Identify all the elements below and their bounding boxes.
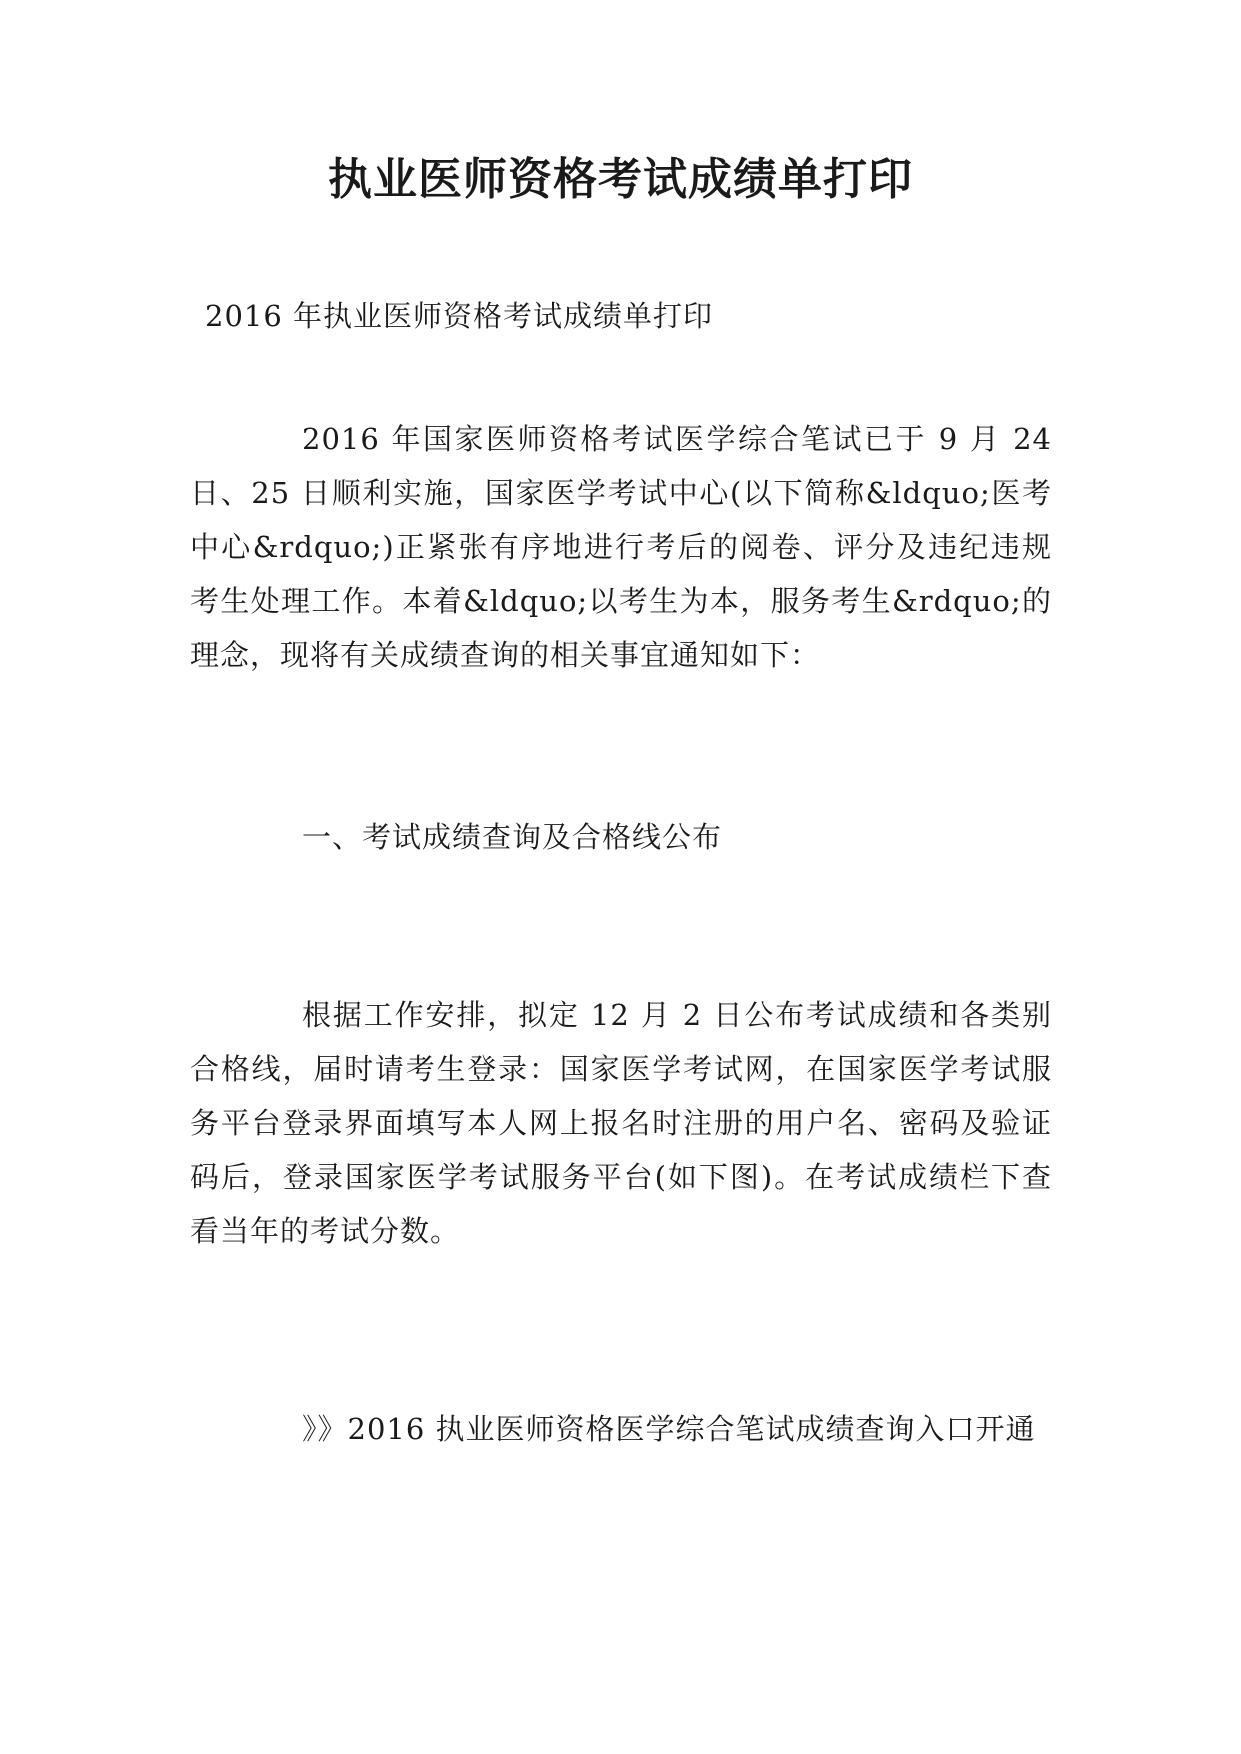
paragraph-entry-link: 》》2016 执业医师资格医学综合笔试成绩查询入口开通: [302, 1412, 1036, 1446]
section-heading: 一、考试成绩查询及合格线公布: [302, 820, 723, 854]
document-subtitle: 2016 年执业医师资格考试成绩单打印: [205, 299, 714, 333]
paragraph-schedule: 根据工作安排，拟定 12 月 2 日公布考试成绩和各类别合格线，届时请考生登录：国家医学考试网，在国家医学考试服务平台登录界面填写本人网上报名时注册的用户名、密码及验证码后，登录国家医学考试服务平台(如下图)。在考试成绩栏下查看当年的考试分数。: [190, 998, 1052, 1248]
document-title: 执业医师资格考试成绩单打印: [328, 154, 913, 205]
paragraph-intro: 2016 年国家医师资格考试医学综合笔试已于 9 月 24 日、25 日顺利实施，国家医学考试中心(以下简称&ldquo;医考中心&rdquo;)正紧张有序地进行考后的阅卷、评分及违纪违规考生处理工作。本着&ldquo;以考生为本，服务考生&rdquo;的理念，现将有关成绩查询的相关事宜通知如下：: [190, 422, 1052, 672]
